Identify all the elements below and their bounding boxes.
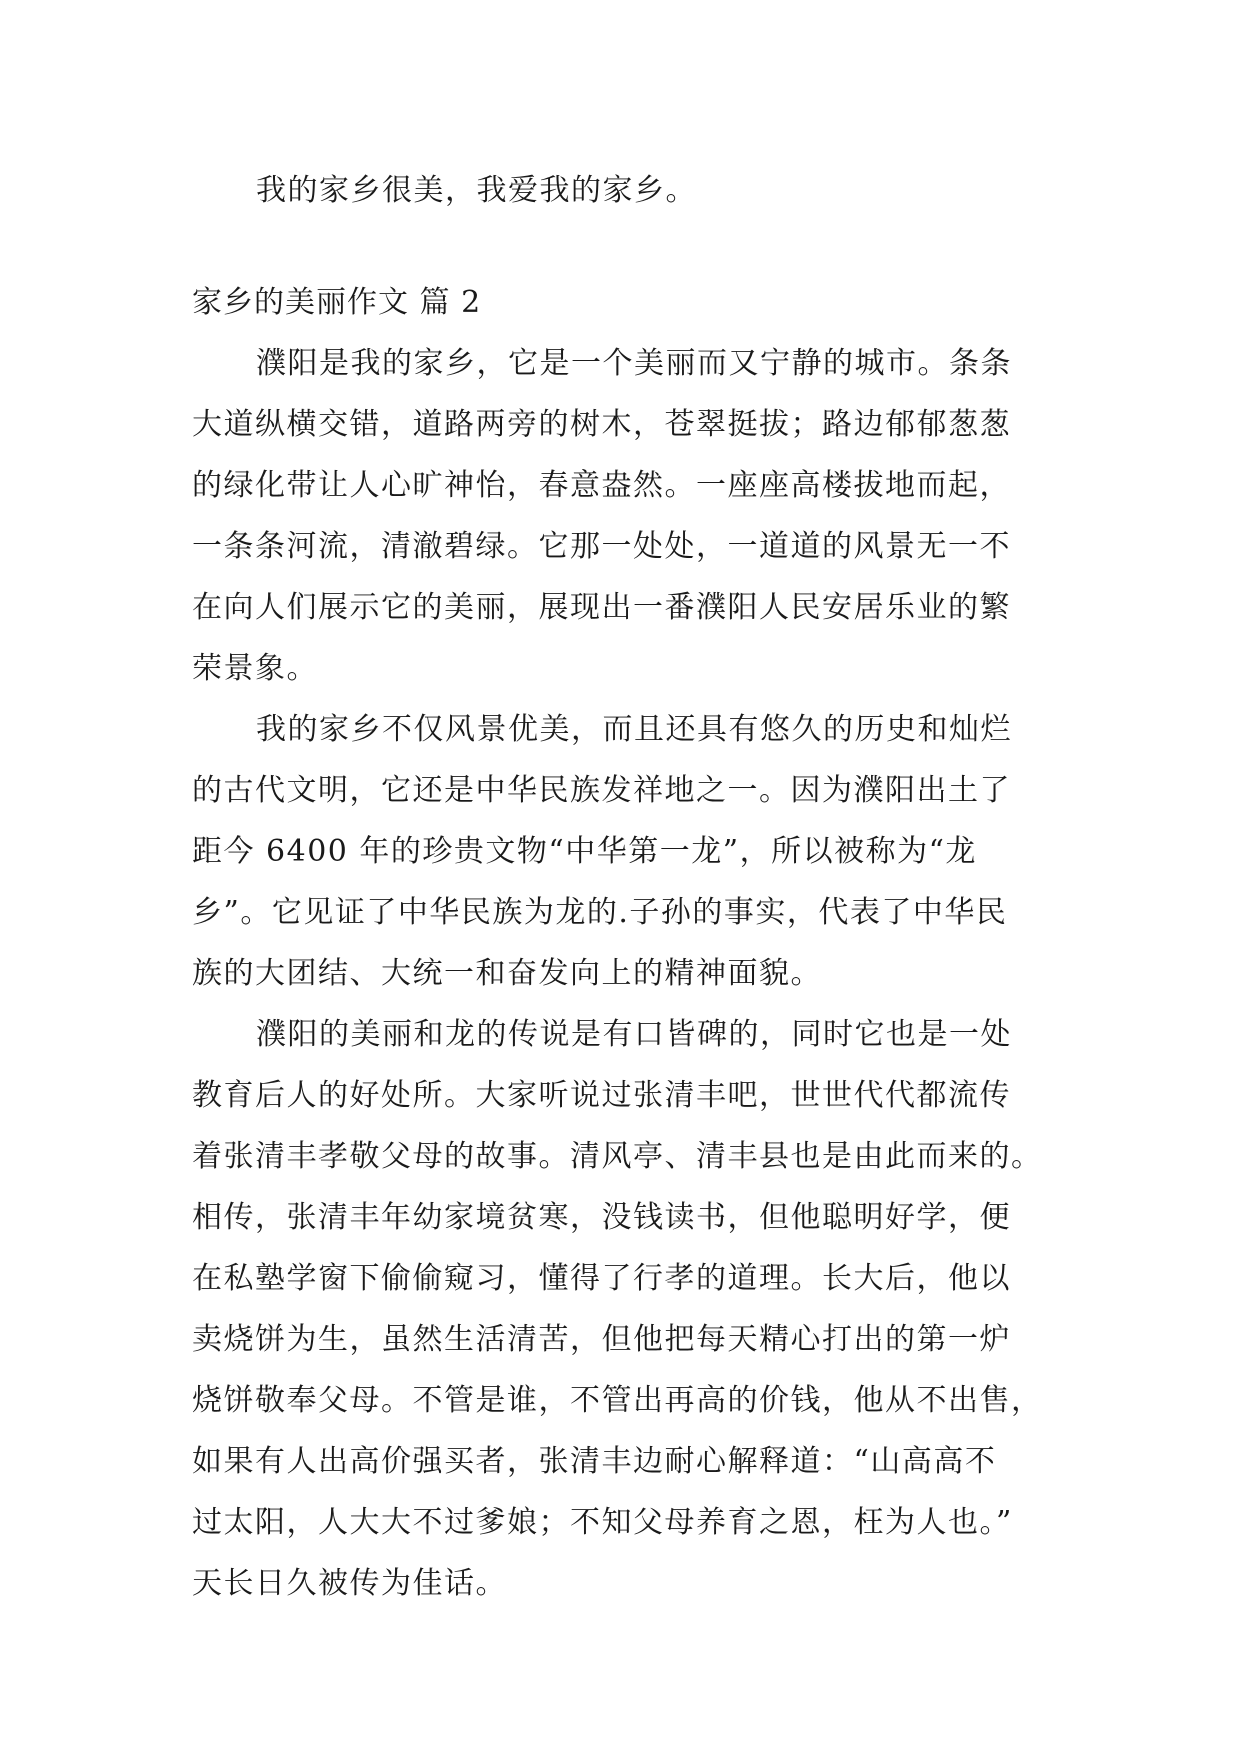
section-gap: [192, 221, 1072, 272]
paragraph-line: 荣景象。: [192, 651, 318, 686]
paragraph-line: 教育后人的好处所。大家听说过张清丰吧，世世代代都流传: [192, 1078, 1011, 1113]
paragraph-line: 在私塾学窗下偷偷窥习，懂得了行孝的道理。长大后，他以: [192, 1261, 1011, 1296]
paragraph-line: 天长日久被传为佳话。: [192, 1566, 507, 1601]
paragraph-line: 一条条河流，清澈碧绿。它那一处处，一道道的风景无一不: [192, 529, 1011, 564]
section-heading: 家乡的美丽作文 篇 2: [192, 285, 482, 320]
paragraph-1: [192, 333, 1072, 699]
paragraph-line: 的绿化带让人心旷神怡，春意盎然。一座座高楼拔地而起，: [192, 468, 1011, 503]
opening-line: 我的家乡很美，我爱我的家乡。: [256, 173, 697, 208]
paragraph-line: 大道纵横交错，道路两旁的树木，苍翠挺拔；路边郁郁葱葱: [192, 407, 1011, 442]
paragraph-line: 濮阳的美丽和龙的传说是有口皆碑的，同时它也是一处: [256, 1017, 1012, 1052]
paragraph-line: 距今 6400 年的珍贵文物“中华第一龙”，所以被称为“龙: [192, 834, 977, 869]
paragraph-line: 我的家乡不仅风景优美，而且还具有悠久的历史和灿烂: [256, 712, 1012, 747]
paragraph-line: 乡”。它见证了中华民族为龙的.子孙的事实，代表了中华民: [192, 895, 1008, 930]
paragraph-line: 在向人们展示它的美丽，展现出一番濮阳人民安居乐业的繁: [192, 590, 1011, 625]
paragraph-3: [192, 1004, 1072, 1614]
paragraph-2: [192, 699, 1072, 1004]
document-body: [192, 160, 1072, 1614]
paragraph-line: 相传，张清丰年幼家境贫寒，没钱读书，但他聪明好学，便: [192, 1200, 1011, 1235]
paragraph-line: 濮阳是我的家乡，它是一个美丽而又宁静的城市。条条: [256, 346, 1012, 381]
paragraph-line: 卖烧饼为生，虽然生活清苦，但他把每天精心打出的第一炉: [192, 1322, 1011, 1357]
paragraph-line: 族的大团结、大统一和奋发向上的精神面貌。: [192, 956, 822, 991]
paragraph-line: 的古代文明，它还是中华民族发祥地之一。因为濮阳出土了: [192, 773, 1011, 808]
paragraph-line: 如果有人出高价强买者，张清丰边耐心解释道：“山高高不: [192, 1444, 997, 1479]
paragraph-line: 过太阳，人大大不过爹娘；不知父母养育之恩，枉为人也。”: [192, 1505, 1013, 1540]
paragraph-line: 烧饼敬奉父母。不管是谁，不管出再高的价钱，他从不出售，: [192, 1383, 1043, 1418]
paragraph-line: 着张清丰孝敬父母的故事。清风亭、清丰县也是由此而来的。: [192, 1139, 1043, 1174]
